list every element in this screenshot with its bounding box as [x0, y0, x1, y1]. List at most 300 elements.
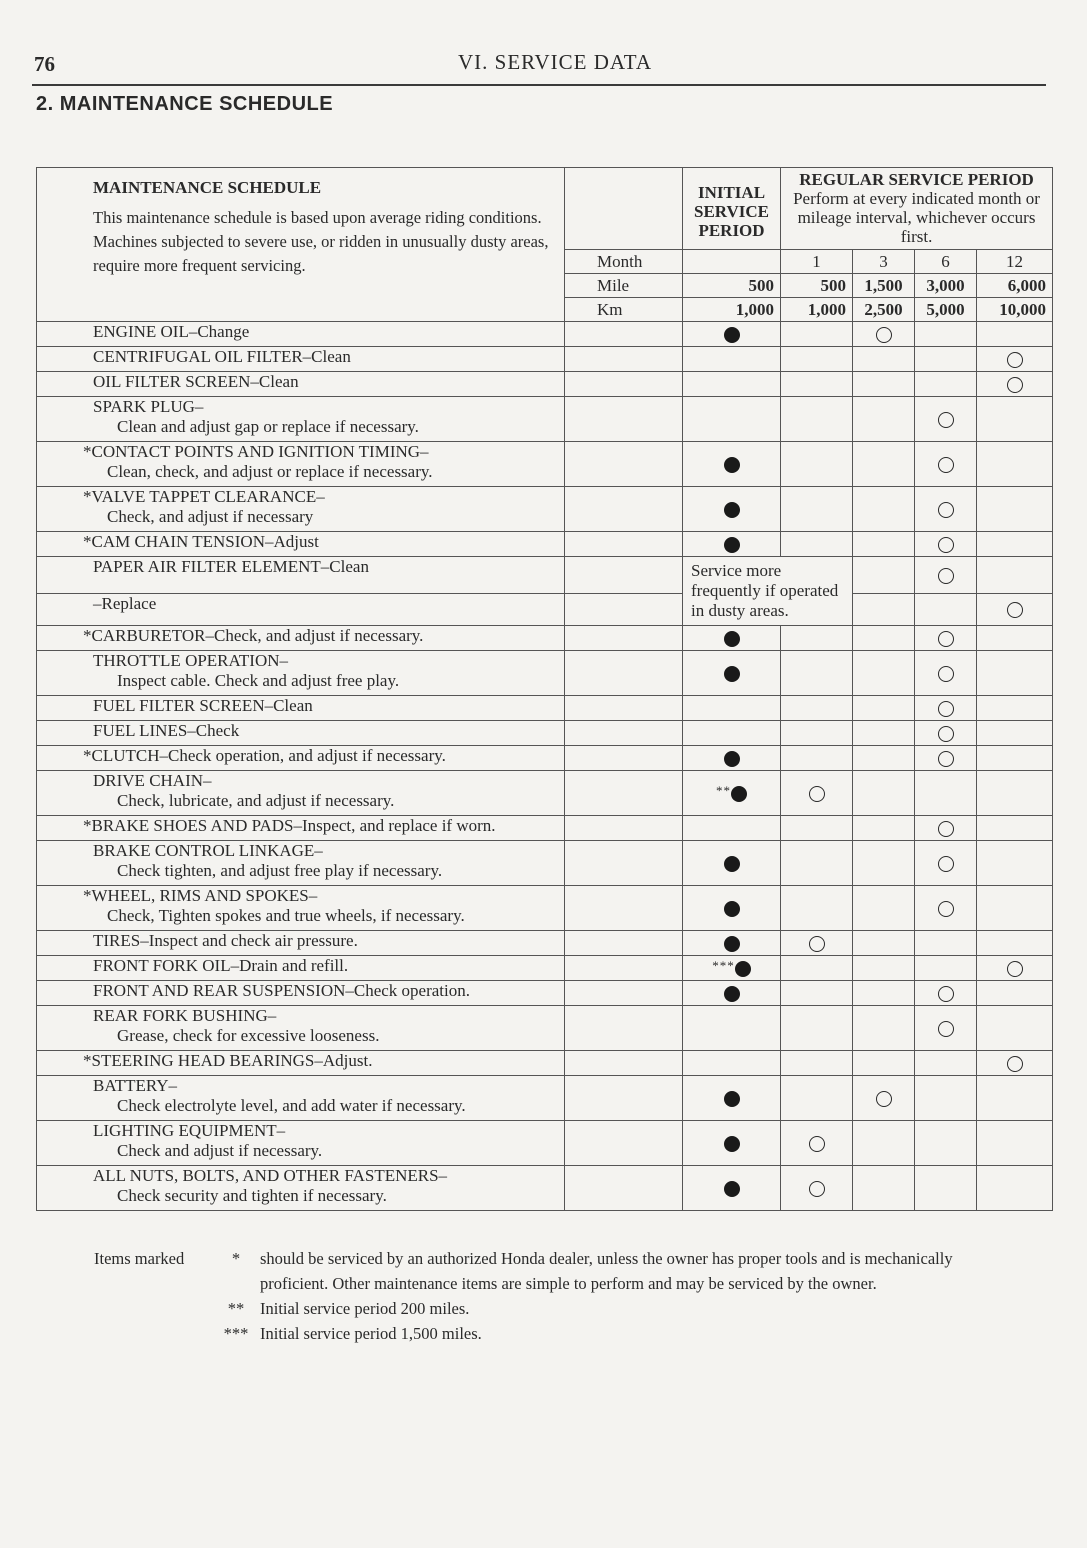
table-row: [37, 696, 1053, 721]
regular-service-circle: [938, 901, 954, 917]
item-name: –Replace: [93, 593, 157, 613]
period-cell: [915, 593, 977, 625]
initial-service-dot: [724, 631, 740, 647]
item-name-cell: [37, 746, 565, 771]
period-cell: [915, 721, 977, 746]
period-cell: [977, 397, 1053, 442]
month-3: 3: [853, 250, 915, 274]
initial-service-cell: [683, 886, 781, 931]
period-cell: [853, 487, 915, 532]
item-detail: Check tighten, and adjust free play if necessary.: [117, 861, 443, 880]
period-cell: [853, 626, 915, 651]
period-cell: [915, 696, 977, 721]
table-row: [37, 956, 1053, 981]
regular-service-circle: [876, 1091, 892, 1107]
regular-service-circle: [809, 786, 825, 802]
initial-service-cell: [683, 1051, 781, 1076]
period-cell: [853, 397, 915, 442]
period-cell: [915, 816, 977, 841]
mile-1: 500: [781, 274, 853, 298]
period-cell: [781, 442, 853, 487]
month-12: 12: [977, 250, 1053, 274]
footnote-mark: **: [227, 1299, 245, 1318]
period-cell: [915, 372, 977, 397]
schedule-heading: MAINTENANCE SCHEDULE: [93, 178, 322, 197]
initial-service-cell: [683, 1166, 781, 1211]
period-cell: [977, 487, 1053, 532]
period-cell: [781, 696, 853, 721]
period-cell: [915, 442, 977, 487]
period-cell: [781, 1051, 853, 1076]
item-name: FUEL FILTER SCREEN–Clean: [93, 696, 313, 715]
item-name: LIGHTING EQUIPMENT–: [93, 1121, 286, 1140]
period-cell: [915, 1166, 977, 1211]
period-cell: [977, 557, 1053, 594]
period-cell: [915, 841, 977, 886]
air-filter-note: Service more frequently if operated in dusty areas.: [683, 557, 853, 626]
item-name-cell: [37, 1076, 565, 1121]
period-cell: [915, 557, 977, 594]
table-row: [37, 746, 1053, 771]
item-name-cell: [37, 347, 565, 372]
period-cell: [781, 956, 853, 981]
initial-service-dot: [724, 986, 740, 1002]
item-name: OIL FILTER SCREEN–Clean: [93, 372, 299, 391]
item-detail: Clean, check, and adjust or replace if necessary.: [107, 462, 433, 481]
footnotes: [94, 1246, 1024, 1346]
initial-service-cell: [683, 322, 781, 347]
period-cell: [915, 886, 977, 931]
item-name: SPARK PLUG–: [93, 397, 204, 416]
regular-service-circle: [938, 856, 954, 872]
regular-service-circle: [938, 631, 954, 647]
footnote-text: Initial service period 1,500 miles.: [260, 1324, 482, 1343]
item-name-cell: [37, 397, 565, 442]
period-cell: [853, 696, 915, 721]
item-name: FRONT AND REAR SUSPENSION–Check operation.: [93, 981, 471, 1000]
regular-service-circle: [876, 327, 892, 343]
item-name: *VALVE TAPPET CLEARANCE–: [83, 487, 325, 506]
initial-service-cell: [683, 746, 781, 771]
period-cell: [853, 1076, 915, 1121]
period-cell: [977, 626, 1053, 651]
period-cell: [781, 487, 853, 532]
initial-service-dot: [724, 457, 740, 473]
initial-service-dot: [724, 936, 740, 952]
initial-service-dot: [724, 537, 740, 553]
period-cell: [977, 593, 1053, 625]
item-detail: Check security and tighten if necessary.: [117, 1186, 387, 1205]
initial-service-cell: [683, 532, 781, 557]
table-row: [37, 651, 1053, 696]
mile-label: Mile: [565, 274, 683, 298]
item-name: *WHEEL, RIMS AND SPOKES–: [83, 886, 318, 905]
initial-service-cell: [683, 721, 781, 746]
table-row: [37, 1051, 1053, 1076]
item-name: PAPER AIR FILTER ELEMENT–Clean: [93, 557, 369, 576]
table-row: [37, 557, 1053, 594]
month-label: Month: [565, 250, 683, 274]
period-cell: [977, 1051, 1053, 1076]
period-cell: [781, 1166, 853, 1211]
period-cell: [853, 1166, 915, 1211]
item-name-cell: [37, 1051, 565, 1076]
item-detail: Clean and adjust gap or replace if necessary.: [117, 417, 419, 436]
month-6: 6: [915, 250, 977, 274]
item-name-cell: [37, 886, 565, 931]
period-cell: [853, 1051, 915, 1076]
period-cell: [915, 651, 977, 696]
table-row: [37, 372, 1053, 397]
item-name: ALL NUTS, BOLTS, AND OTHER FASTENERS–: [93, 1166, 448, 1185]
regular-service-header: [781, 168, 1053, 250]
item-name: TIRES–Inspect and check air pressure.: [93, 931, 358, 950]
period-cell: [853, 771, 915, 816]
period-cell: [977, 1006, 1053, 1051]
regular-service-circle: [938, 726, 954, 742]
table-row: [37, 1006, 1053, 1051]
initial-service-cell: [683, 1076, 781, 1121]
item-name-cell: [37, 626, 565, 651]
initial-service-cell: [683, 956, 781, 981]
period-cell: [853, 532, 915, 557]
period-cell: [781, 347, 853, 372]
period-cell: [915, 487, 977, 532]
table-row: [37, 322, 1053, 347]
period-cell: [781, 651, 853, 696]
mile-2: 1,500: [853, 274, 915, 298]
initial-service-dot: [735, 961, 751, 977]
period-cell: [977, 721, 1053, 746]
period-cell: [915, 397, 977, 442]
period-cell: [977, 886, 1053, 931]
item-name: *CAM CHAIN TENSION–Adjust: [83, 532, 319, 551]
schedule-description: This maintenance schedule is based upon average riding conditions. Machines subjected to severe use, or ridden in unusually dusty areas, require more frequent servicing.: [93, 208, 549, 275]
item-name: *CARBURETOR–Check, and adjust if necessary.: [83, 626, 424, 645]
period-cell: [853, 956, 915, 981]
period-cell: [781, 771, 853, 816]
period-cell: [781, 981, 853, 1006]
regular-service-circle: [938, 751, 954, 767]
initial-service-cell: [683, 981, 781, 1006]
period-cell: [781, 746, 853, 771]
mile-3: 3,000: [915, 274, 977, 298]
initial-service-dot: [724, 327, 740, 343]
period-cell: [977, 1076, 1053, 1121]
period-cell: [915, 322, 977, 347]
mile-4: 6,000: [977, 274, 1053, 298]
item-name-cell: [37, 956, 565, 981]
table-row: [37, 981, 1053, 1006]
item-name: BATTERY–: [93, 1076, 178, 1095]
table-row: [37, 1166, 1053, 1211]
period-cell: [853, 651, 915, 696]
table-row: [37, 442, 1053, 487]
regular-service-title: REGULAR SERVICE PERIOD: [799, 170, 1034, 189]
page-title: 2. MAINTENANCE SCHEDULE: [36, 93, 334, 115]
regular-service-description: Perform at every indicated month or mileage interval, whichever occurs first.: [793, 189, 1040, 246]
item-name-cell: [37, 557, 565, 594]
table-row: [37, 487, 1053, 532]
initial-service-dot: [724, 751, 740, 767]
period-cell: [781, 532, 853, 557]
initial-service-cell: [683, 771, 781, 816]
item-name-cell: [37, 532, 565, 557]
item-name: ENGINE OIL–Change: [93, 322, 250, 341]
table-row: [37, 532, 1053, 557]
period-cell: [915, 626, 977, 651]
period-cell: [781, 931, 853, 956]
period-cell: [781, 1121, 853, 1166]
period-cell: [977, 322, 1053, 347]
regular-service-circle: [938, 502, 954, 518]
initial-service-cell: [683, 626, 781, 651]
period-cell: [781, 1076, 853, 1121]
period-cell: [853, 981, 915, 1006]
period-cell: [781, 1006, 853, 1051]
period-cell: [853, 841, 915, 886]
period-cell: [853, 347, 915, 372]
period-cell: [977, 372, 1053, 397]
item-name-cell: [37, 372, 565, 397]
period-cell: [915, 532, 977, 557]
item-name-cell: [37, 651, 565, 696]
table-row: [37, 841, 1053, 886]
item-name-cell: [37, 696, 565, 721]
period-cell: [781, 886, 853, 931]
regular-service-circle: [938, 1021, 954, 1037]
period-cell: [915, 956, 977, 981]
item-name-cell: [37, 1006, 565, 1051]
regular-service-circle: [938, 986, 954, 1002]
period-cell: [977, 347, 1053, 372]
item-name-cell: [37, 981, 565, 1006]
period-cell: [781, 841, 853, 886]
footnote: [94, 1246, 1024, 1296]
km-1: 1,000: [781, 298, 853, 322]
item-name: FUEL LINES–Check: [93, 721, 240, 740]
table-row: [37, 931, 1053, 956]
period-cell: [781, 816, 853, 841]
regular-service-circle: [1007, 961, 1023, 977]
period-cell: [977, 841, 1053, 886]
period-cell: [853, 593, 915, 625]
regular-service-circle: [938, 701, 954, 717]
period-cell: [915, 1076, 977, 1121]
footnote: [94, 1296, 1024, 1321]
item-name: *STEERING HEAD BEARINGS–Adjust.: [83, 1051, 373, 1070]
period-cell: [781, 322, 853, 347]
km-label: Km: [565, 298, 683, 322]
period-cell: [915, 981, 977, 1006]
item-name-cell: [37, 816, 565, 841]
schedule-intro: [37, 168, 565, 322]
initial-service-dot: [724, 666, 740, 682]
item-detail: Check, and adjust if necessary: [107, 507, 314, 526]
initial-service-cell: [683, 931, 781, 956]
initial-mile: 500: [683, 274, 781, 298]
item-detail: Check and adjust if necessary.: [117, 1141, 323, 1160]
maintenance-table: [36, 167, 1053, 1211]
item-name-cell: [37, 593, 565, 625]
period-cell: [915, 771, 977, 816]
initial-service-dot: [731, 786, 747, 802]
initial-service-cell: [683, 651, 781, 696]
footnote-text: Initial service period 200 miles.: [260, 1299, 470, 1318]
period-cell: [781, 626, 853, 651]
period-cell: [977, 1121, 1053, 1166]
period-cell: [853, 1006, 915, 1051]
period-cell: [781, 397, 853, 442]
item-name: THROTTLE OPERATION–: [93, 651, 289, 670]
initial-service-cell: [683, 696, 781, 721]
period-cell: [853, 721, 915, 746]
period-cell: [915, 1051, 977, 1076]
period-cell: [977, 931, 1053, 956]
initial-service-dot: [724, 1136, 740, 1152]
period-cell: [977, 981, 1053, 1006]
table-row: [37, 347, 1053, 372]
table-row: [37, 1121, 1053, 1166]
month-1: 1: [781, 250, 853, 274]
item-name-cell: [37, 931, 565, 956]
regular-service-circle: [938, 457, 954, 473]
period-cell: [977, 771, 1053, 816]
period-cell: [853, 1121, 915, 1166]
initial-service-cell: [683, 397, 781, 442]
period-cell: [915, 1121, 977, 1166]
period-cell: [853, 816, 915, 841]
initial-service-cell: [683, 816, 781, 841]
item-name: *CONTACT POINTS AND IGNITION TIMING–: [83, 442, 429, 461]
item-name-cell: [37, 1166, 565, 1211]
item-name-cell: [37, 442, 565, 487]
footnote-marker: ***: [712, 958, 735, 973]
period-cell: [977, 532, 1053, 557]
initial-service-cell: [683, 1006, 781, 1051]
period-cell: [977, 1166, 1053, 1211]
regular-service-circle: [1007, 377, 1023, 393]
initial-service-cell: [683, 1121, 781, 1166]
item-name: *CLUTCH–Check operation, and adjust if necessary.: [83, 746, 446, 765]
initial-service-dot: [724, 1091, 740, 1107]
period-cell: [977, 956, 1053, 981]
footnote-text: should be serviced by an authorized Honda dealer, unless the owner has proper tools and is mechanically proficient. Other maintenance items are simple to perform and may be serviced by the owner.: [260, 1249, 953, 1293]
item-name-cell: [37, 487, 565, 532]
km-2: 2,500: [853, 298, 915, 322]
regular-service-circle: [1007, 352, 1023, 368]
regular-service-circle: [938, 568, 954, 584]
footnote-lead: Items marked: [94, 1249, 185, 1268]
initial-service-dot: [724, 502, 740, 518]
table-row: [37, 593, 1053, 625]
regular-service-circle: [1007, 1056, 1023, 1072]
initial-km: 1,000: [683, 298, 781, 322]
item-name: BRAKE CONTROL LINKAGE–: [93, 841, 323, 860]
footnote-marker: **: [716, 783, 731, 798]
period-cell: [915, 931, 977, 956]
period-cell: [977, 651, 1053, 696]
regular-service-circle: [938, 412, 954, 428]
period-cell: [853, 931, 915, 956]
item-detail: Check electrolyte level, and add water if necessary.: [117, 1096, 466, 1115]
period-cell: [853, 372, 915, 397]
footnote: [94, 1321, 1024, 1346]
initial-service-cell: [683, 347, 781, 372]
regular-service-circle: [809, 936, 825, 952]
regular-service-circle: [938, 666, 954, 682]
item-name-cell: [37, 1121, 565, 1166]
footnote-mark: ***: [223, 1324, 249, 1343]
regular-service-circle: [809, 1181, 825, 1197]
period-cell: [977, 816, 1053, 841]
period-cell: [853, 746, 915, 771]
period-cell: [977, 696, 1053, 721]
item-name-cell: [37, 322, 565, 347]
item-detail: Check, lubricate, and adjust if necessary.: [117, 791, 395, 810]
table-row: [37, 721, 1053, 746]
table-row: [37, 626, 1053, 651]
footnote-mark: *: [231, 1249, 241, 1268]
initial-service-cell: [683, 372, 781, 397]
km-3: 5,000: [915, 298, 977, 322]
period-cell: [977, 442, 1053, 487]
period-cell: [915, 347, 977, 372]
period-cell: [977, 746, 1053, 771]
regular-service-circle: [938, 821, 954, 837]
item-name-cell: [37, 771, 565, 816]
item-name: FRONT FORK OIL–Drain and refill.: [93, 956, 349, 975]
item-name: DRIVE CHAIN–: [93, 771, 212, 790]
table-row: [37, 397, 1053, 442]
item-name-cell: [37, 721, 565, 746]
section-heading: VI. SERVICE DATA: [458, 50, 653, 74]
period-cell: [853, 322, 915, 347]
table-row: [37, 771, 1053, 816]
period-cell: [853, 557, 915, 594]
regular-service-circle: [938, 537, 954, 553]
item-name: REAR FORK BUSHING–: [93, 1006, 277, 1025]
initial-service-dot: [724, 901, 740, 917]
period-cell: [915, 746, 977, 771]
period-cell: [781, 372, 853, 397]
initial-service-dot: [724, 856, 740, 872]
initial-service-cell: [683, 841, 781, 886]
period-cell: [781, 721, 853, 746]
period-cell: [915, 1006, 977, 1051]
item-detail: Grease, check for excessive looseness.: [117, 1026, 380, 1045]
period-cell: [853, 886, 915, 931]
initial-service-cell: [683, 487, 781, 532]
item-name: CENTRIFUGAL OIL FILTER–Clean: [93, 347, 351, 366]
table-row: [37, 886, 1053, 931]
period-cell: [853, 442, 915, 487]
initial-service-dot: [724, 1181, 740, 1197]
km-4: 10,000: [977, 298, 1053, 322]
initial-service-header: INITIAL SERVICE PERIOD: [683, 168, 781, 250]
header-rule: [32, 84, 1046, 86]
page-number: 76: [34, 52, 55, 76]
item-name-cell: [37, 841, 565, 886]
table-row: [37, 1076, 1053, 1121]
item-detail: Check, Tighten spokes and true wheels, if necessary.: [107, 906, 465, 925]
item-name: *BRAKE SHOES AND PADS–Inspect, and replace if worn.: [83, 816, 496, 835]
regular-service-circle: [809, 1136, 825, 1152]
item-detail: Inspect cable. Check and adjust free play.: [117, 671, 400, 690]
regular-service-circle: [1007, 602, 1023, 618]
initial-service-cell: [683, 442, 781, 487]
table-row: [37, 816, 1053, 841]
